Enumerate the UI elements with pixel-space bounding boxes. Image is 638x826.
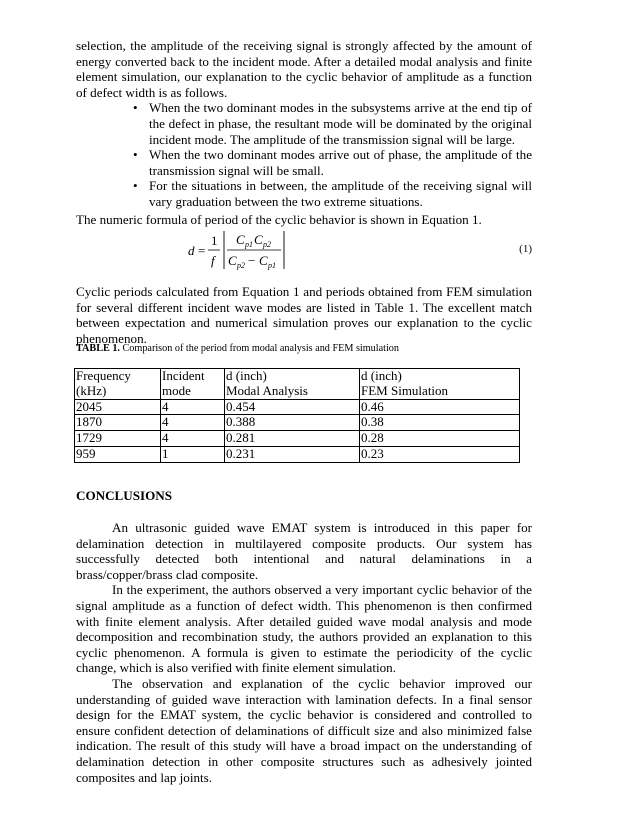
intro-paragraph: selection, the amplitude of the receiving signal is strongly affected by the amount of energy converted back to the incident mode. After a detailed modal analysis and finite element simulation, our explanation to the cyclic behavior of amplitude as a function of defect width is as follows. <box>76 38 532 100</box>
bullet-text: When the two dominant modes arrive out of phase, the amplitude of the transmission signal will be small. <box>149 147 532 178</box>
table-cell: 1870 <box>75 415 161 431</box>
eq-den-c2: C <box>259 253 268 268</box>
bullet-item <box>133 100 532 147</box>
eq-den-p2: p2 <box>237 261 245 270</box>
table-cell: 4 <box>161 431 225 447</box>
table-cell: 0.38 <box>360 415 520 431</box>
eq-den-p1: p1 <box>268 261 276 270</box>
bullet-dot: • <box>133 100 138 116</box>
table-cell: 1729 <box>75 431 161 447</box>
eq-f: f <box>211 253 215 268</box>
table-cell: 0.454 <box>225 399 360 415</box>
table-header-cell: d (inch) FEM Simulation <box>360 369 520 400</box>
comparison-table <box>74 368 520 463</box>
equation-number: (1) <box>519 243 532 255</box>
table-cell: 4 <box>161 415 225 431</box>
bullet-text: For the situations in between, the amplitude of the receiving signal will vary graduation between the two extreme situations. <box>149 178 532 209</box>
table-row <box>75 415 520 431</box>
table-row <box>75 431 520 447</box>
eq-num-c1: C <box>236 232 245 247</box>
eq-one: 1 <box>211 233 218 248</box>
table-row <box>75 446 520 462</box>
table-cell: 1 <box>161 446 225 462</box>
table-cell: 2045 <box>75 399 161 415</box>
table-cell: 0.28 <box>360 431 520 447</box>
table-cell: 0.388 <box>225 415 360 431</box>
table-header-row <box>75 369 520 400</box>
eq-den-minus: − <box>248 253 256 268</box>
conclusions-body <box>76 520 532 785</box>
intro-section <box>76 38 532 210</box>
table-cell: 0.46 <box>360 399 520 415</box>
table-header-cell: Frequency (kHz) <box>75 369 161 400</box>
table-cell: 0.231 <box>225 446 360 462</box>
eq-equals: = <box>198 243 206 258</box>
results-paragraph: Cyclic periods calculated from Equation 1 and periods obtained from FEM simulation for several different incident wave modes are listed in Table 1. The excellent match between expectation and numerical simulation proves our explanation to the cyclic phenomenon. <box>76 284 532 346</box>
bullet-list <box>76 100 532 209</box>
results-paragraph-block <box>76 284 532 346</box>
table-cell: 0.281 <box>225 431 360 447</box>
eq-num-c2: C <box>254 232 263 247</box>
bullet-dot: • <box>133 178 138 194</box>
bullet-dot: • <box>133 147 138 163</box>
bullet-item <box>133 178 532 209</box>
table-caption-text: Comparison of the period from modal analysis and FEM simulation <box>122 343 399 354</box>
formula-lead <box>76 212 532 228</box>
table-header-cell: d (inch) Modal Analysis <box>225 369 360 400</box>
table-cell: 959 <box>75 446 161 462</box>
conclusions-heading: CONCLUSIONS <box>76 488 173 503</box>
eq-num-p2: p2 <box>263 240 271 249</box>
conclusions-paragraph: In the experiment, the authors observed a very important cyclic behavior of the signal amplitude as a function of defect width. This phenomenon is then confirmed with finite element analysis. After detailed guided wave modal analysis and mode decomposition and recombination study, the authors provided an explanation to this cyclic phenomenon. A formula is given to estimate the periodicity of the cyclic change, which is also verified with finite element simulation. <box>76 582 532 676</box>
table-header-cell: Incident mode <box>161 369 225 400</box>
table-row <box>75 399 520 415</box>
eq-den-c1: C <box>228 253 237 268</box>
equation-graphic <box>76 228 532 272</box>
conclusions-paragraph: The observation and explanation of the cyclic behavior improved our understanding of guided wave interaction with lamination defects. In a final sensor design for the EMAT system, the cyclic behavior is considered and controlled to ensure confident detection of delaminations of difficult size and also minimized false indication. The result of this study will have a broad impact on the understanding of delamination detection in other composite structures such as adhesively jointed composites and lap joints. <box>76 675 532 785</box>
formula-lead-text: The numeric formula of period of the cyclic behavior is shown in Equation 1. <box>76 212 482 227</box>
eq-lhs-d: d <box>188 243 195 258</box>
bullet-item <box>133 147 532 178</box>
eq-num-p1: p1 <box>245 240 253 249</box>
table-caption-label: TABLE 1. <box>76 343 120 354</box>
equation-1 <box>76 228 532 272</box>
table-cell: 4 <box>161 399 225 415</box>
conclusions-paragraph: An ultrasonic guided wave EMAT system is introduced in this paper for delamination detection in multilayered composite products. Our system has successfully detected both intentional and natural delaminations in a brass/copper/brass clad composite. <box>76 520 532 582</box>
table-caption <box>76 343 399 355</box>
table-cell: 0.23 <box>360 446 520 462</box>
bullet-text: When the two dominant modes in the subsystems arrive at the end tip of the defect in phase, the resultant mode will be dominated by the original incident mode. The amplitude of the transmission signal will be large. <box>149 100 532 147</box>
